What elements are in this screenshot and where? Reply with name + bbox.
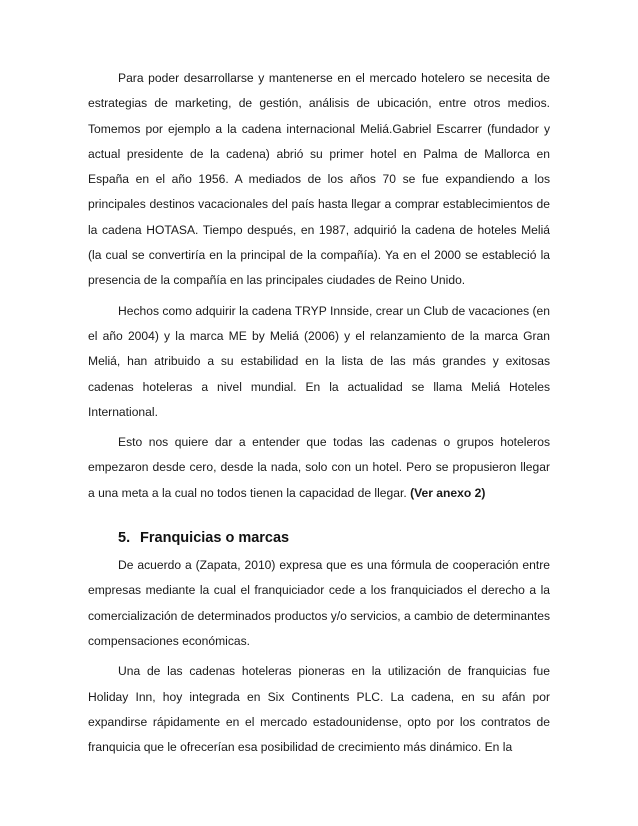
paragraph-franchise-definition: De acuerdo a (Zapata, 2010) expresa que es una fórmula de cooperación entre empresas mediante la cual el franquiciador cede a los franquiciados el derecho a la comercialización de determinados productos y/o servicios, a cambio de determinantes compensaciones económicas.	[88, 558, 550, 648]
section-title: Franquicias o marcas	[140, 530, 290, 547]
document-page	[88, 66, 550, 760]
paragraph-holiday-inn: Una de las cadenas hoteleras pioneras en la utilización de franquicias fue Holiday Inn, hoy integrada en Six Continents PLC. La cadena, en su afán por expandirse rápidamente en el mercado estadounidense, opto por los contratos de franquicia que le ofrecerían esa posibilidad de crecimiento más dinámico. En la	[88, 664, 550, 755]
paragraph-melia-history: Para poder desarrollarse y mantenerse en el mercado hotelero se necesita de estrategias de marketing, de gestión, análisis de ubicación, entre otros medios. Tomemos por ejemplo a la cadena internacional Meliá.Gabriel Escarrer (fundador y actual presidente de la cadena) abrió su primer hotel en Palma de Mallorca en España en el año 1956. A mediados de los años 70 se fue expandiendo a los principales destinos vacacionales del país hasta llegar a comprar establecimientos de la cadena HOTASA. Tiempo después, en 1987, adquirió la cadena de hoteles Meliá (la cual se convertiría en la principal de la compañía). Ya en el 2000 se estableció la presencia de la compañía en las principales ciudades de Reino Unido.	[88, 71, 550, 288]
annex-reference: (Ver anexo 2)	[410, 485, 486, 500]
section-number: 5.	[118, 530, 131, 547]
paragraph-text: Esto nos quiere dar a entender que todas las cadenas o grupos hoteleros empezaron desde cero, desde la nada, solo con un hotel. Pero se propusieron llegar a una meta a la cual no todos tienen la capacidad de llegar.	[88, 435, 550, 500]
paragraph-melia-brands: Hechos como adquirir la cadena TRYP Innside, crear un Club de vacaciones (en el año 2004) y la marca ME by Meliá (2006) y el relanzamiento de la marca Gran Meliá, han atribuido a su estabilidad en la lista de las más grandes y exitosas cadenas hoteleras a nivel mundial. En la actualidad se llama Meliá Hoteles International.	[88, 303, 550, 419]
paragraph-hotel-chains-origin	[88, 430, 550, 506]
section-heading	[88, 526, 550, 551]
